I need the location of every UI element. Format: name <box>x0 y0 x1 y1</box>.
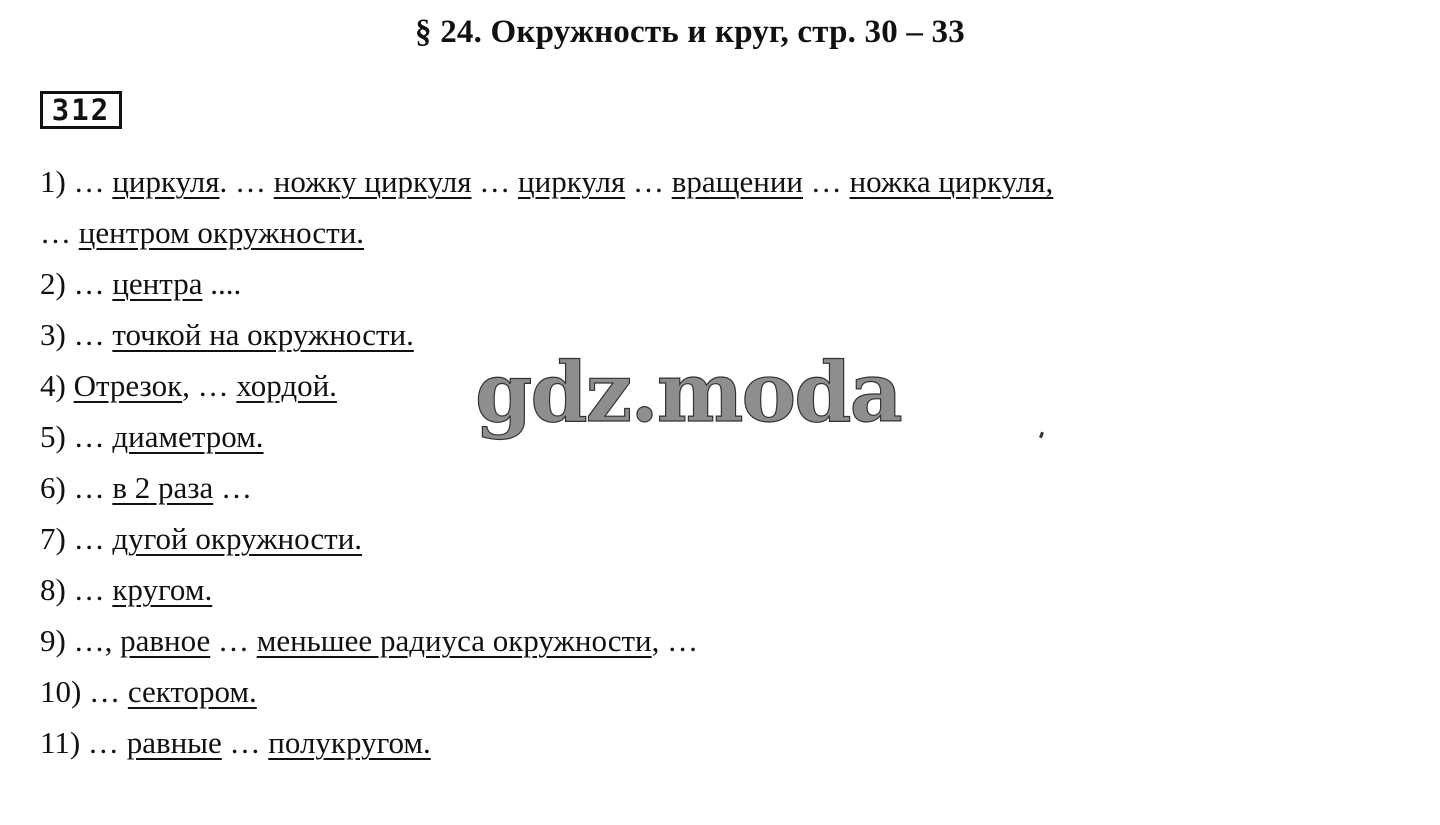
answer-text: , … <box>182 368 237 403</box>
answer-fill: диаметром. <box>112 419 264 454</box>
answer-text: , … <box>651 623 699 658</box>
answer-number: 2) … <box>40 266 113 301</box>
answer-fill: дугой окружности. <box>112 521 363 556</box>
answer-number: 6) … <box>40 470 113 505</box>
answer-fill: кругом. <box>112 572 213 607</box>
answer-fill: меньшее радиуса окружности <box>256 623 652 658</box>
answer-fill: полукругом. <box>268 725 431 760</box>
answer-text: … <box>803 164 850 199</box>
answer-10 <box>40 670 1400 721</box>
answer-number: 1) … <box>40 164 113 199</box>
answer-fill: точкой на окружности. <box>112 317 414 352</box>
answer-fill: равные <box>126 725 222 760</box>
answer-text: … <box>40 215 79 250</box>
answer-fill: хордой. <box>236 368 337 403</box>
answer-number: 4) <box>40 368 74 403</box>
answer-4 <box>40 364 1400 415</box>
answer-text: . … <box>219 164 274 199</box>
answer-fill: ножка циркуля, <box>849 164 1054 199</box>
answer-number: 11) … <box>40 725 127 760</box>
answer-text: … <box>471 164 519 199</box>
page-title: § 24. Окружность и круг, стр. 30 – 33 <box>415 14 965 50</box>
answer-text: … <box>210 623 257 658</box>
answers-list <box>40 160 1400 772</box>
answer-5 <box>40 415 1400 466</box>
answer-number: 10) … <box>40 674 128 709</box>
watermark: gdz.moda <box>475 345 901 441</box>
task-number-box: 312 <box>40 91 122 129</box>
answer-11 <box>40 721 1400 772</box>
answer-fill: центра <box>112 266 203 301</box>
answer-number: 8) … <box>40 572 113 607</box>
answer-fill: в 2 раза <box>112 470 214 505</box>
answer-3 <box>40 313 1400 364</box>
answer-9 <box>40 619 1400 670</box>
answer-text: … <box>213 470 252 505</box>
answer-number: 9) …, <box>40 623 121 658</box>
answer-fill: ножку циркуля <box>273 164 472 199</box>
answer-number: 5) … <box>40 419 113 454</box>
answer-number: 7) … <box>40 521 113 556</box>
answer-1-line-1 <box>40 160 1400 211</box>
answer-text: .... <box>202 266 242 301</box>
answer-fill: циркуля <box>518 164 626 199</box>
answer-6 <box>40 466 1400 517</box>
answer-fill: сектором. <box>127 674 257 709</box>
answer-fill: Отрезок <box>73 368 183 403</box>
answer-fill: вращении <box>671 164 803 199</box>
answer-fill: циркуля <box>112 164 220 199</box>
answer-2 <box>40 262 1400 313</box>
answer-1-line-2 <box>40 211 1400 262</box>
answer-text: … <box>221 725 269 760</box>
answer-7 <box>40 517 1400 568</box>
answer-fill: центром окружности. <box>78 215 365 250</box>
answer-fill: равное <box>120 623 211 658</box>
answer-number: 3) … <box>40 317 113 352</box>
answer-8 <box>40 568 1400 619</box>
answer-text: … <box>625 164 672 199</box>
